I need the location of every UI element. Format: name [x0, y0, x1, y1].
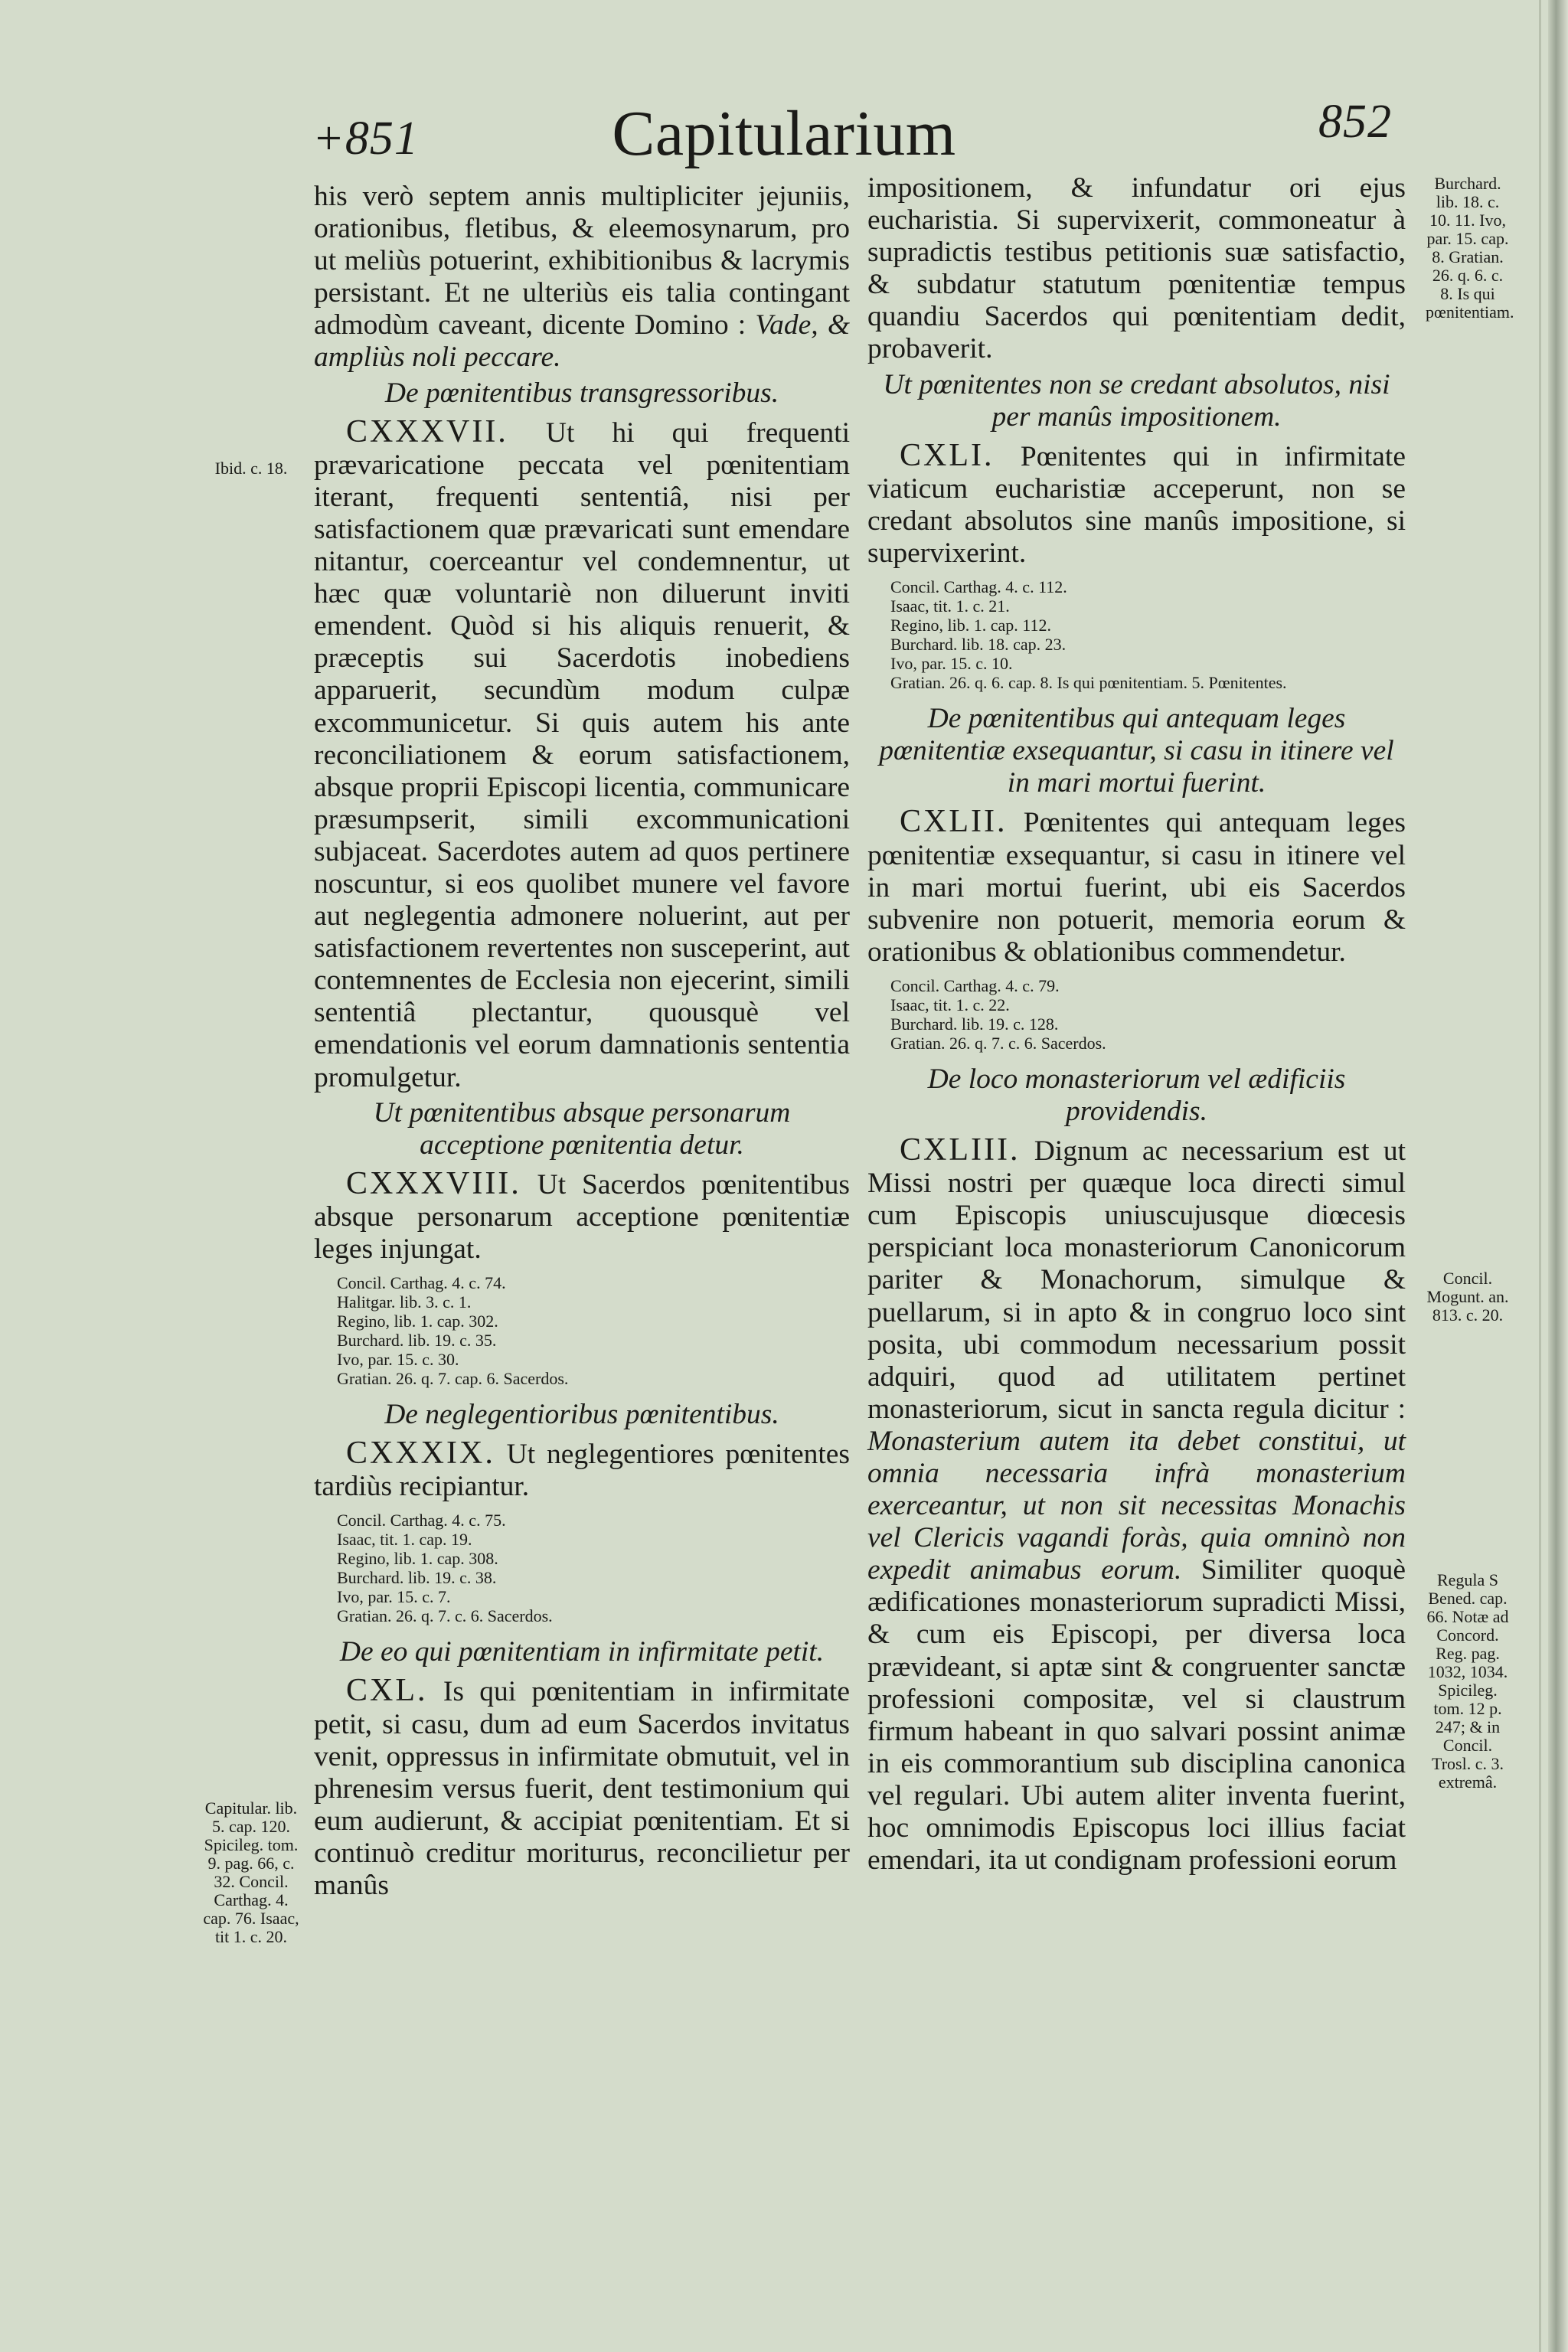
page-edge [1548, 0, 1568, 2352]
chapter-number: CXLII. [900, 804, 1008, 840]
reference-line: Burchard. lib. 18. cap. 23. [890, 635, 1067, 655]
margin-note-ibid: Ibid. c. 18. [214, 459, 288, 478]
source-references [890, 577, 1406, 692]
section-rubric: De eo qui pœnitentiam in infirmitate petit. [339, 1636, 825, 1668]
reference-line: Concil. Carthag. 4. c. 74. [337, 1273, 506, 1293]
paragraph-text: Similiter quoquè ædificationes monasteriorum supradicti Missi, & cum eis Episcopi, per diversa loca prævideant, si aptæ sint & congruenter sanctæ professioni compositæ, vel si claustrum firmum habeant in quo salvari possint animæ in eis commorantium sub disciplina canonica vel regulari. Ubi autem aliter inventa fuerint, hoc omnimodis Episcopus loci illius faciat emendari, ita ut condignam professioni eorum [867, 1554, 1406, 1877]
paragraph-text: his verò septem annis multipliciter jejuniis, orationibus, fletibus, & eleemosynarum, pro ut meliùs potuerint, exhibitionibus & lacrymis persistant. Et ne ulteriùs eis talia contingant admodùm caveant, dicente Domino : [314, 181, 850, 341]
chapter-number: CXLIII. [900, 1132, 1021, 1168]
reference-line: Burchard. lib. 19. c. 38. [337, 1568, 497, 1588]
rule-quote: Monasterium autem ita debet constitui, ut omnia necessaria infrà monasterium exerceantur, ut non sit necessitas Monachis vel Clericis vagandi foràs, quia omninò non expedit animabus eorum. [867, 1425, 1406, 1586]
margin-note-burchard: Burchard. lib. 18. c. 10. 11. Ivo, par. 15. cap. 8. Gratian. 26. q. 6. c. 8. Is qui pœnitentiam. [1426, 174, 1514, 322]
margin-note-capitular: Capitular. lib. 5. cap. 120. Spicileg. tom. 9. pag. 66, c. 32. Concil. Carthag. 4. cap. 76. Isaac, tit 1. c. 20. [203, 1798, 299, 1946]
reference-line: Ivo, par. 15. c. 30. [337, 1350, 459, 1370]
paragraph [314, 181, 850, 374]
chapter-number: CXXXVII. [346, 413, 508, 449]
page-fold-line [1539, 0, 1541, 2352]
margin-note-moguntinum: Concil. Mogunt. an. 813. c. 20. [1426, 1269, 1509, 1325]
section-rubric: De pœnitentibus qui antequam leges pœnitentiæ exsequantur, si casu in itinere vel in mari mortui fuerint. [879, 703, 1394, 799]
reference-line: Halitgar. lib. 3. c. 1. [337, 1292, 472, 1312]
source-references [337, 1273, 850, 1388]
left-column [314, 181, 850, 1902]
reference-line: Gratian. 26. q. 7. cap. 6. Sacerdos. [337, 1369, 569, 1389]
paragraph-text: Ut neglegentiores pœnitentes tardiùs recipiantur. [314, 1439, 850, 1503]
paragraph-cxxxvii [314, 413, 850, 1094]
paragraph-text: Pœnitentes qui antequam leges pœnitentiæ exsequantur, si casu in itinere vel in mari mortui fuerint, ubi eis Sacerdos subvenire non potuerit, memoria eorum & orationibus & oblationibus commendetur. [867, 807, 1406, 968]
paragraph: impositionem, & infundatur ori ejus eucharistia. Si supervixerit, commoneatur à supradictis testibus petitionis suæ satisfactio, & subdatur statutum pœnitentiæ tempus quandiu Sacerdos qui pœnitentiam dedit, probaverit. [867, 172, 1406, 365]
paragraph-text: Ut Sacerdos pœnitentibus absque personarum acceptione pœnitentiæ leges injungat. [314, 1168, 850, 1265]
reference-line: Burchard. lib. 19. c. 35. [337, 1331, 497, 1351]
chapter-number: CXXXVIII. [346, 1165, 521, 1201]
paragraph-text: Pœnitentes qui in infirmitate viaticum eucharistiæ acceperunt, non se credant absolutos sine manûs impositione, si supervixerint. [867, 440, 1406, 570]
paragraph-cxxxix [314, 1437, 850, 1503]
reference-line: Regino, lib. 1. cap. 308. [337, 1549, 498, 1569]
source-references [337, 1511, 850, 1625]
paragraph-text: Is qui pœnitentiam in infirmitate petit, si casu, dum ad eum Sacerdos invitatus venit, oppressus in infirmitate obmutuit, vel in phrenesim versus fuerit, dent testimonium qui eum audierunt, & accipiat pœnitentiam. Et si continuò creditur moriturus, reconcilietur per manûs [314, 1676, 850, 1902]
paragraph-cxl [314, 1674, 850, 1902]
chapter-number: CXXXIX. [346, 1436, 495, 1472]
paragraph-cxxxviii [314, 1165, 850, 1266]
section-rubric: Ut pœnitentes non se credant absolutos, nisi per manûs impositionem. [883, 368, 1390, 433]
section-rubric: De pœnitentibus transgressoribus. [384, 377, 779, 409]
reference-line: Ivo, par. 15. c. 10. [890, 654, 1013, 674]
reference-line: Concil. Carthag. 4. c. 75. [337, 1511, 506, 1530]
paragraph-cxli [867, 439, 1406, 570]
reference-line: Ivo, par. 15. c. 7. [337, 1587, 451, 1607]
section-rubric: De loco monasteriorum vel ædificiis providendis. [927, 1063, 1346, 1127]
running-head [0, 84, 1568, 176]
paragraph-text: Dignum ac necessarium est ut Missi nostri per quæque loca directi simul cum Episcopis uniuscujusque diœcesis perspiciant loca monasteriorum Canonicorum pariter & Monachorum, simulque & puellarum, si in apto & in congruo loco sint posita, ubi commodum necessarium possit adquiri, quod ad utilitatem pertinet monasteriorum, sicut in sancta regula dicitur : [867, 1135, 1406, 1425]
left-page-number: +851 [312, 113, 419, 165]
reference-line: Concil. Carthag. 4. c. 79. [890, 975, 1060, 995]
scripture-quote: Vade, & ampliùs noli peccare. [314, 309, 850, 374]
reference-line: Regino, lib. 1. cap. 112. [890, 616, 1051, 635]
source-references [890, 976, 1406, 1053]
section-rubric: Ut pœnitentibus absque personarum acceptione pœnitentia detur. [373, 1096, 791, 1161]
paragraph-cxliii [867, 1134, 1406, 1877]
reference-line: Regino, lib. 1. cap. 302. [337, 1312, 498, 1331]
reference-line: Isaac, tit. 1. c. 21. [890, 596, 1010, 616]
right-column [867, 172, 1406, 1877]
reference-line: Isaac, tit. 1. cap. 19. [337, 1530, 472, 1550]
paragraph-text: Ut hi qui frequenti prævaricatione peccata vel pœnitentiam iterant, frequenti sententiâ, nisi per satisfactionem quæ prævaricati sunt emendare nitantur, coerceantur vel condemnentur, ut hæc quæ voluntariè non diluerunt inviti emendent. Quòd si his aliquis renuerit, & præceptis sui Sacerdotis inobediens apparuerit, secundùm modum culpæ excommunicetur. Si quis autem his ante reconciliationem & eorum satisfactionem, absque proprii Episcopi licentia, communicare præsumpserit, simili excommunicationi subjaceat. Sacerdotes autem ad quos pertinere noscuntur, si eos quolibet munere vel favore aut neglegentia admonere noluerint, aut per satisfactionem revertentes non susceperint, aut contemnentes de Ecclesia non ejecerint, simili sententiâ plectantur, quousquè vel emendationis vel eorum damnationis sententia promulgetur. [314, 416, 850, 1093]
reference-line: Gratian. 26. q. 7. c. 6. Sacerdos. [890, 1033, 1106, 1053]
right-page-number: 852 [1318, 96, 1392, 148]
running-title: Capitularium [612, 98, 956, 169]
margin-note-regula: Regula S Bened. cap. 66. Notæ ad Concord. Reg. pag. 1032, 1034. Spicileg. tom. 12 p. 247; & in Concil. Trosl. c. 3. extremâ. [1426, 1570, 1509, 1792]
chapter-number: CXL. [346, 1673, 428, 1709]
section-rubric: De neglegentioribus pœnitentibus. [384, 1399, 779, 1431]
chapter-number: CXLI. [900, 437, 995, 473]
reference-line: Concil. Carthag. 4. c. 112. [890, 577, 1067, 597]
reference-line: Burchard. lib. 19. c. 128. [890, 1014, 1059, 1034]
reference-line: Gratian. 26. q. 6. cap. 8. Is qui pœnitentiam. 5. Pœnitentes. [890, 673, 1287, 693]
reference-line: Gratian. 26. q. 7. c. 6. Sacerdos. [337, 1606, 553, 1626]
reference-line: Isaac, tit. 1. c. 22. [890, 995, 1010, 1014]
paragraph-cxlii [867, 805, 1406, 968]
